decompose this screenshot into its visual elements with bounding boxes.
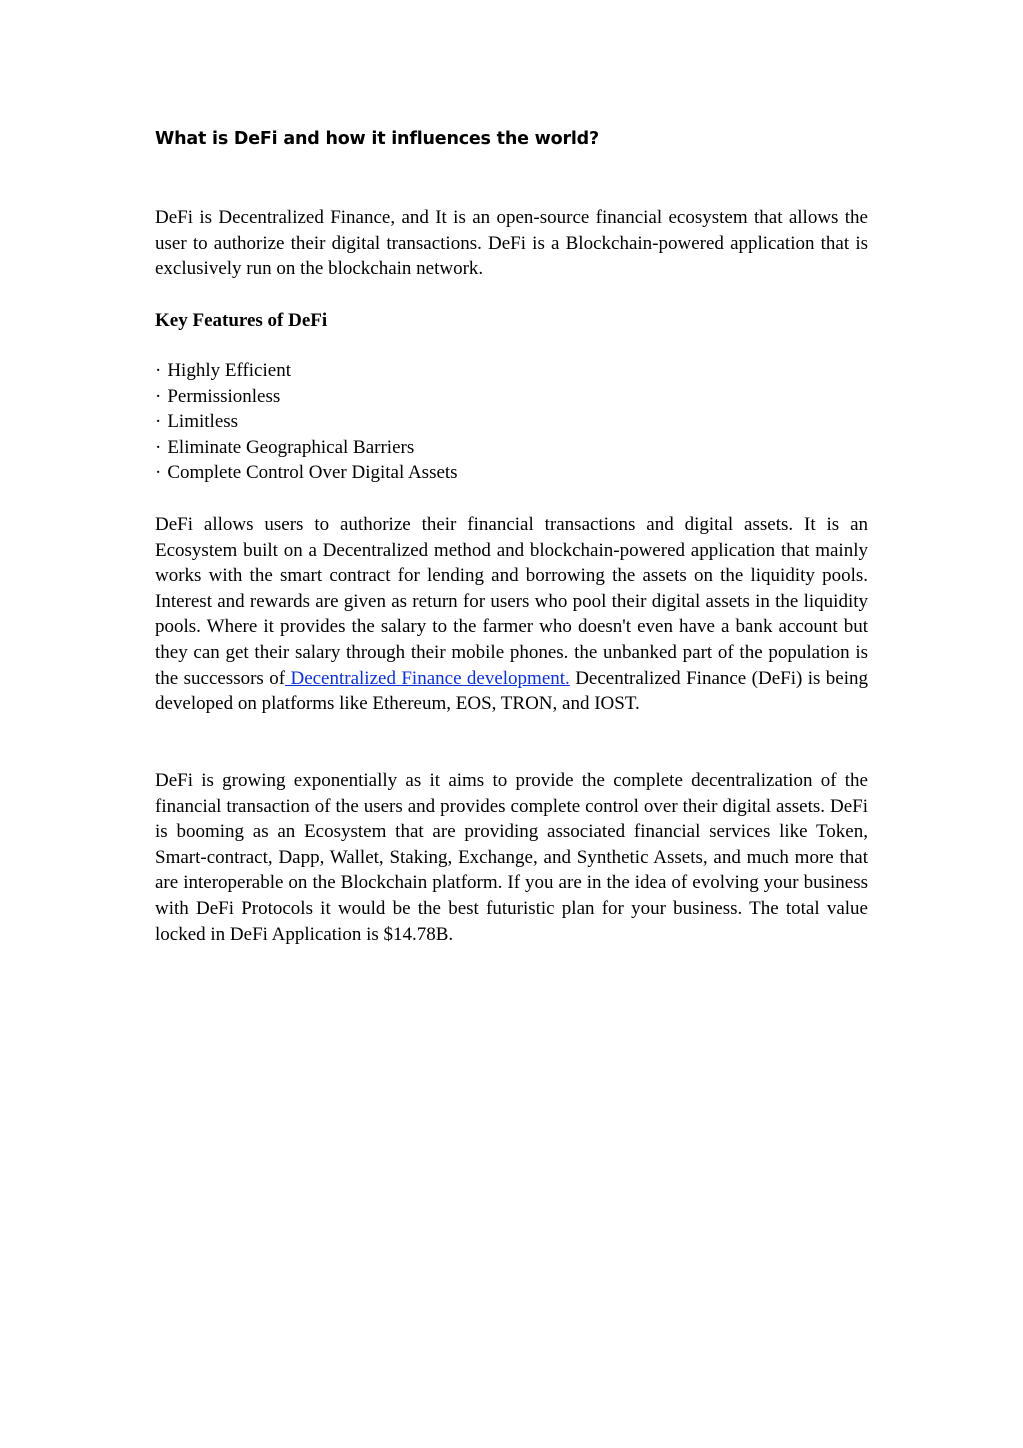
list-item <box>155 435 458 461</box>
bullet-icon: · <box>155 360 162 381</box>
body-paragraph <box>155 512 868 717</box>
list-item <box>155 384 458 410</box>
bullet-icon: · <box>155 411 162 433</box>
conclusion-paragraph: DeFi is growing exponentially as it aims to provide the complete decentralization of the financial transaction of the users and provides complete control over their digital assets. DeFi is booming as an Ecosystem that are providing associated financial services like Token, Smart-contract, Dapp, Wallet, Staking, Exchange, and Synthetic Assets, and much more that are interoperable on the Blockchain platform. If you are in the idea of evolving your business with DeFi Protocols it would be the best futuristic plan for your business. The total value locked in DeFi Application is $14.78B. <box>155 770 868 945</box>
decentralized-finance-development-link[interactable]: Decentralized Finance development. <box>285 667 570 689</box>
intro-paragraph: DeFi is Decentralized Finance, and It is an open-source financial ecosystem that allows the user to authorize their digital transactions. DeFi is a Blockchain-powered application that is exclusively run on the blockchain network. <box>155 207 868 280</box>
feature-label: Complete Control Over Digital Assets <box>167 462 458 484</box>
bullet-icon: · <box>155 436 162 458</box>
feature-label: Eliminate Geographical Barriers <box>167 436 415 458</box>
list-item <box>155 409 458 435</box>
document-title: What is DeFi and how it influences the world? <box>155 129 599 149</box>
body-text-part1: DeFi allows users to authorize their financial transactions and digital assets. It is an Ecosystem built on a Decentralized method and blockchain-powered application that mainly works with the smart contract for lending and borrowing the assets on the liquidity pools. Interest and rewards are given as return for users who pool their digital assets in the liquidity pools. Where it provides the salary to the farmer who doesn't even have a bank account but they can get their salary through their mobile phones. the unbanked part of the population is the successors of <box>155 514 868 689</box>
features-list <box>155 358 458 486</box>
body-text-part2: Decentralized Finance (DeFi) is being developed on platforms like Ethereum, EOS, TRON, and IOST. <box>155 667 868 715</box>
list-item <box>155 358 458 384</box>
feature-label: Limitless <box>167 411 239 433</box>
feature-label: Permissionless <box>167 385 281 407</box>
bullet-icon: · <box>155 462 162 484</box>
bullet-icon: · <box>155 385 162 407</box>
list-item <box>155 460 458 486</box>
features-heading: Key Features of DeFi <box>155 310 328 331</box>
feature-label: Highly Efficient <box>167 360 291 381</box>
